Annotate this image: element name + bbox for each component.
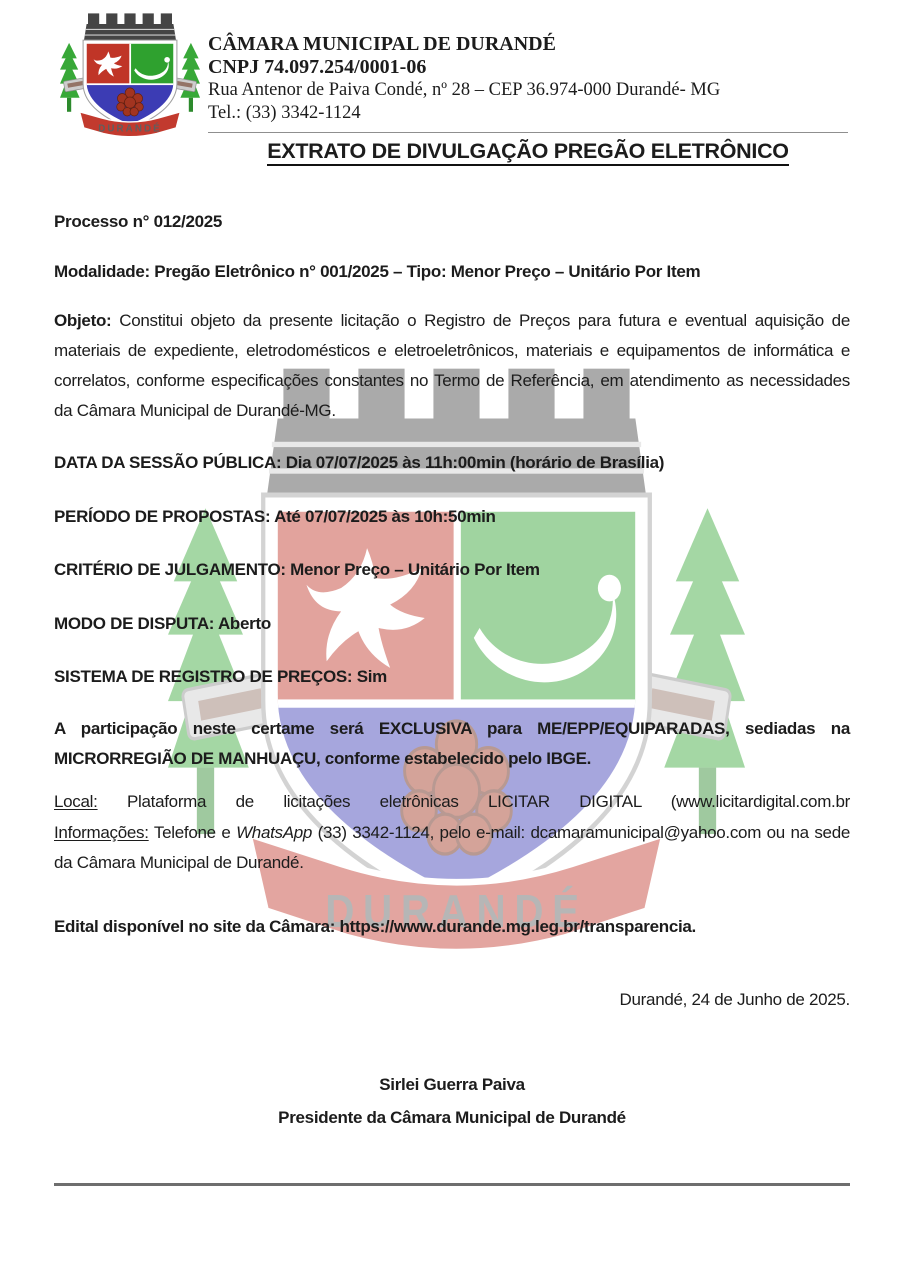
letterhead bbox=[0, 0, 904, 163]
document-title: EXTRATO DE DIVULGAÇÃO PREGÃO ELETRÔNICO bbox=[267, 139, 788, 166]
modalidade-line: Modalidade: Pregão Eletrônico n° 001/2025 – Tipo: Menor Preço – Unitário Por Item bbox=[54, 262, 701, 281]
header-divider bbox=[208, 132, 848, 133]
objeto-text: Constitui objeto da presente licitação o Registro de Preços para futura e eventual aquisição de materiais de expediente, eletrodomésticos e eletroeletrônicos, materiais e equipamentos de informática e correlatos, conforme especificações constantes no Termo de Referência, em atendimento as necessidades da Câmara Municipal de Durandé-MG. bbox=[54, 311, 850, 420]
objeto-label: Objeto: bbox=[54, 311, 112, 330]
document-title-wrap bbox=[208, 140, 848, 163]
local-text: Plataforma de licitações eletrônicas LICITAR DIGITAL (www.licitardigital.com.br bbox=[97, 792, 850, 811]
org-cnpj: CNPJ 74.097.254/0001-06 bbox=[208, 56, 427, 78]
periodo-propostas-line: PERÍODO DE PROPOSTAS: Até 07/07/2025 às 10h:50min bbox=[54, 507, 496, 526]
data-sessao-line: DATA DA SESSÃO PÚBLICA: Dia 07/07/2025 às 11h:00min (horário de Brasília) bbox=[54, 453, 665, 472]
modo-disputa-line: MODO DE DISPUTA: Aberto bbox=[54, 614, 271, 633]
org-phone: Tel.: (33) 3342-1124 bbox=[208, 103, 361, 123]
signer-name: Sirlei Guerra Paiva bbox=[379, 1075, 525, 1094]
sistema-registro-line: SISTEMA DE REGISTRO DE PREÇOS: Sim bbox=[54, 667, 387, 686]
criterio-julgamento-line: CRITÉRIO DE JULGAMENTO: Menor Preço – Unitário Por Item bbox=[54, 560, 540, 579]
processo-line: Processo n° 012/2025 bbox=[54, 212, 223, 231]
informacoes-label: Informações: bbox=[54, 823, 149, 842]
municipal-coat-of-arms-logo bbox=[60, 12, 200, 142]
participacao-paragraph: A participação neste certame será EXCLUSIVA para ME/EPP/EQUIPARADAS, sediadas na MICRORREGIÃO DE MANHUAÇU, conforme estabelecido pelo IBGE. bbox=[54, 719, 850, 768]
objeto-paragraph bbox=[54, 306, 850, 426]
signer-title: Presidente da Câmara Municipal de Durandé bbox=[278, 1108, 626, 1127]
org-address: Rua Antenor de Paiva Condé, nº 28 – CEP 36.974-000 Durandé- MG bbox=[208, 80, 721, 100]
edital-line: Edital disponível no site da Câmara: https://www.durande.mg.leg.br/transparencia. bbox=[54, 917, 696, 936]
document-body bbox=[0, 207, 904, 1186]
informacoes-post: (33) 3342-1124, pelo e-mail: dcamaramunicipal@yahoo.com ou na sede da Câmara Municipal de Durandé. bbox=[54, 823, 851, 872]
local-line bbox=[54, 787, 850, 817]
local-label: Local: bbox=[54, 792, 98, 811]
whatsapp-word: WhatsApp bbox=[236, 823, 313, 842]
org-name: CÂMARA MUNICIPAL DE DURANDÉ bbox=[208, 33, 556, 55]
informacoes-paragraph bbox=[54, 818, 850, 878]
informacoes-pre: Telefone e bbox=[148, 823, 237, 842]
letterhead-text bbox=[208, 12, 848, 163]
signature-rule bbox=[54, 1183, 850, 1186]
date-line: Durandé, 24 de Junho de 2025. bbox=[619, 990, 850, 1009]
